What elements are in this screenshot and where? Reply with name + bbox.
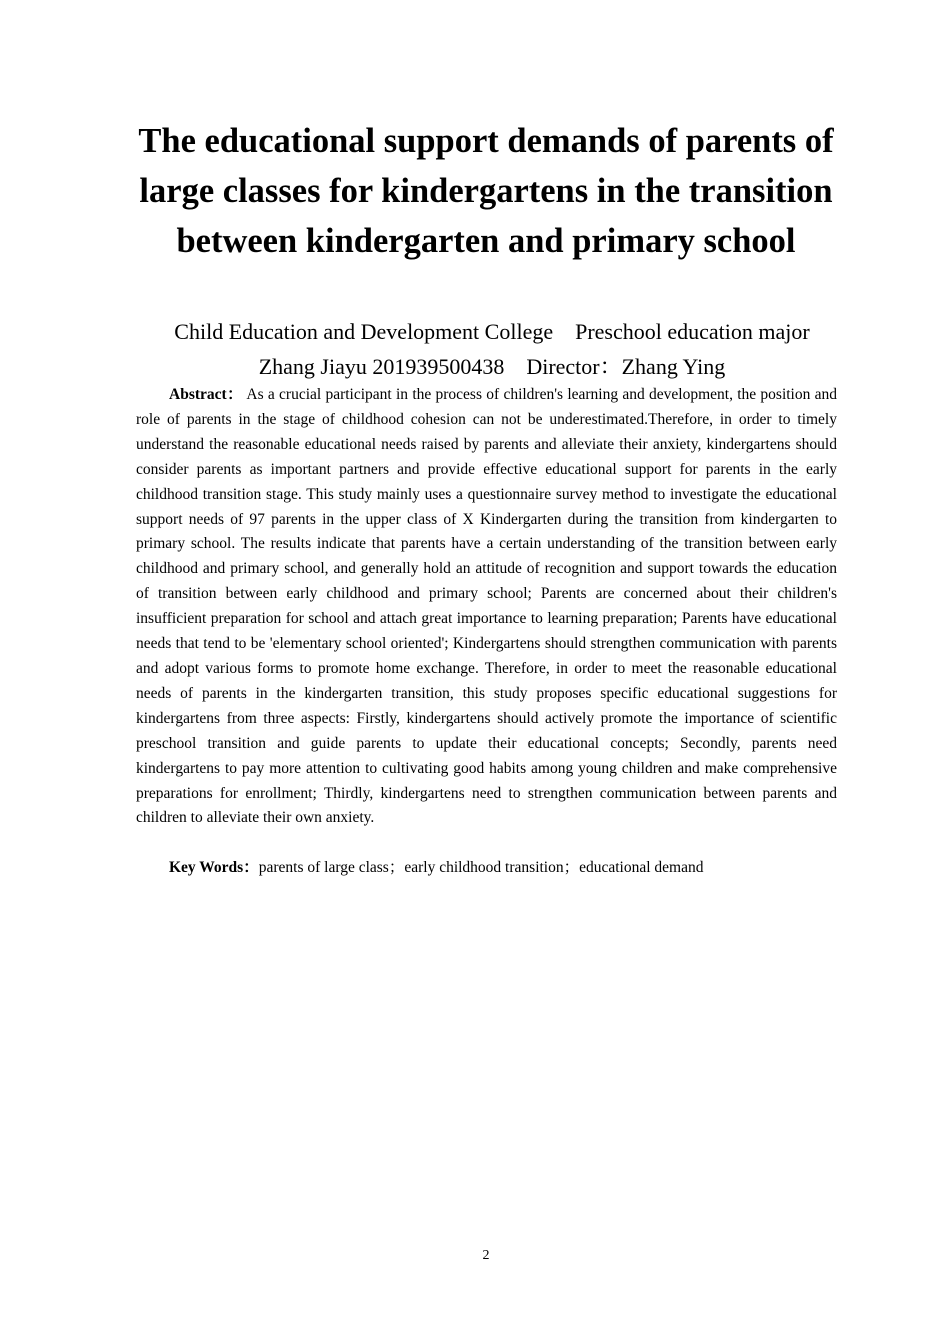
keywords-label: Key Words： [169,859,259,876]
page-number: 2 [482,1248,490,1263]
abstract-label: Abstract： [169,386,243,403]
abstract-text: As a crucial participant in the process of children's learning and development, the position and role of parents in the stage of childhood cohesion can not be underestimated.Therefore, in order to timely understand the reasonable educational needs raised by parents and alleviate their anxiety, kindergartens should consider parents as important partners and provide effective educational support for parents in the early childhood transition stage. This study mainly uses a questionnaire survey method to investigate the educational support needs of 97 parents in the upper class of X Kindergarten during the transition from kindergarten to primary school. The results indicate that parents have a certain understanding of the transition between early childhood and primary school, and generally hold an attitude of recognition and support towards the education of transition between early childhood and primary school; Parents are concerned about their children's insufficient preparation for school and attach great importance to learning preparation; Parents have educational needs that tend to be 'elementary school oriented'; Kindergartens should strengthen communication with parents and adopt various forms to promote home exchange. Therefore, in order to meet the reasonable educational needs of parents in the kindergarten transition, this study proposes specific educational suggestions for kindergartens from three aspects: Firstly, kindergartens should actively promote the importance of scientific preschool transition and guide parents to update their educational concepts; Secondly, parents need kindergartens to pay more attention to cultivating good habits among young children and make comprehensive preparations for enrollment; Thirdly, kindergartens need to strengthen communication between parents and children to alleviate their own anxiety. [136,386,838,827]
keywords-paragraph [136,856,837,881]
abstract-paragraph [136,383,837,831]
author-line: Zhang Jiayu 201939500438 Director：Zhang Ying [258,354,726,379]
paper-title: The educational support demands of parents of large classes for kindergartens in the transition between kindergarten and primary school [138,122,834,260]
affiliation-line: Child Education and Development College Preschool education major [174,319,810,344]
keywords-text: parents of large class；early childhood transition；educational demand [258,859,704,876]
